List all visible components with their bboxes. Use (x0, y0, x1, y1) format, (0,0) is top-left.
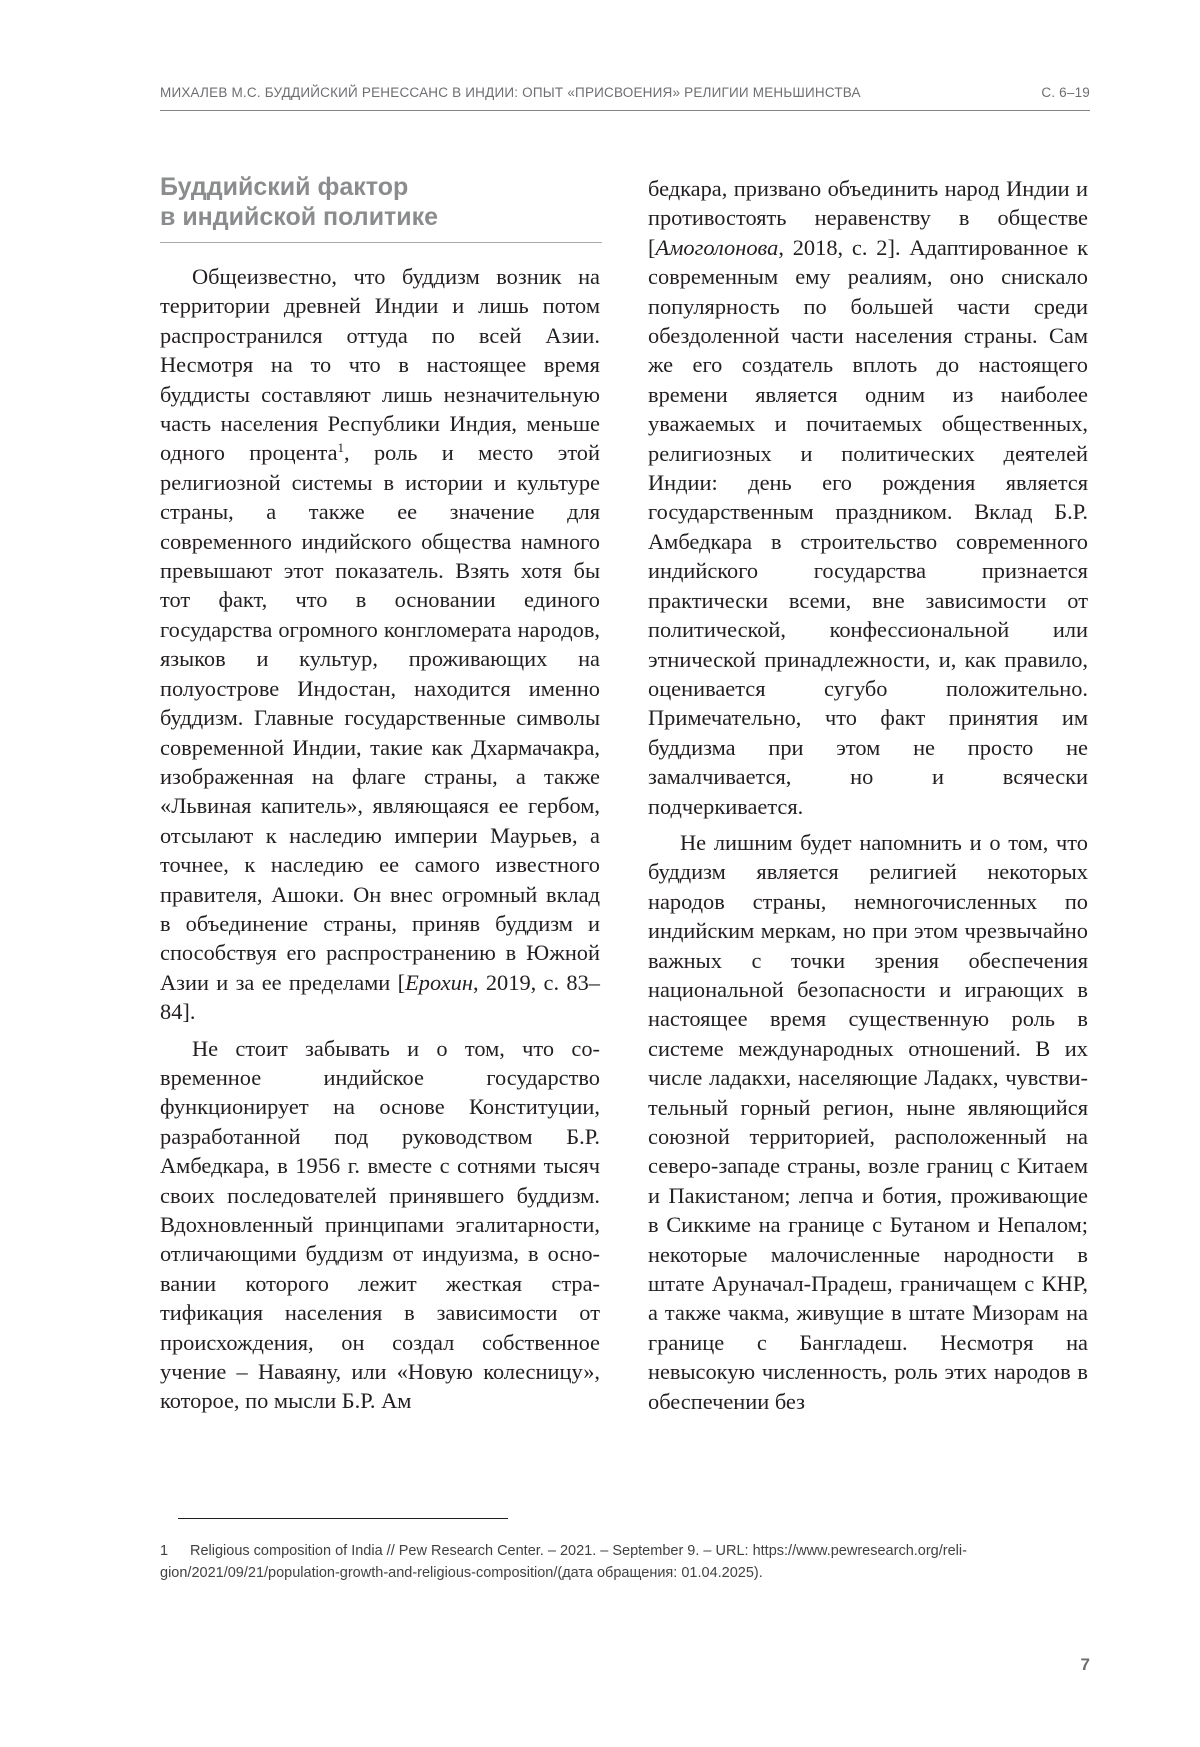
right-column (648, 174, 1088, 1416)
running-head (160, 85, 1090, 105)
running-head-title: МИХАЛЕВ М.С. БУДДИЙСКИЙ РЕНЕССАНС В ИНДИИ: ОПЫТ «ПРИСВОЕНИЯ» РЕЛИГИИ МЕНЬШИНСТВА (160, 85, 861, 100)
text-run: бедкара, призвано объединить народ Индии и противостоять неравенству в обществе [ (648, 176, 1088, 260)
page-number: 7 (1080, 1655, 1090, 1674)
section-heading-line-2: в индийской политике (160, 203, 439, 231)
left-column (160, 262, 600, 1416)
text-run: Общеизвестно, что буддизм возник на территории древней Индии и лишь потом распространился оттуда по всей Азии. Несмотря на то что в настоящее время буддисты составляют лишь незначительную часть населения Республики Индия, меньше одного процента (160, 264, 600, 466)
paragraph: Не лишним будет напомнить и о том, что буддизм является религией некоторых народов страны, немногочисленных по индийским меркам, но при этом чрезвычайно важных с точки зрения обеспечения национальной безопасности и играющих в настоящее время существенную роль в системе международных отношений. В их числе ладакхи, населяющие Ладакх, чувствительный горный регион, ныне являющийся союзной территорией, расположенный на северо-западе страны, возле границ с Китаем и Пакистаном; лепча и ботия, проживающие в Сиккиме на границе с Бутаном и Непалом; некоторые малочисленные народности в штате Аруначал-Прадеш, граничащем с КНР, а также чакма, живущие в штате Мизорам на границе с Бангладеш. Несмотря на невысокую численность, роль этих народов в обеспечении без (648, 829, 1088, 1414)
running-head-pages: С. 6–19 (1041, 85, 1090, 100)
footnote (160, 1540, 1090, 1584)
citation-author: Амоголонова (655, 234, 779, 260)
text-run: , 2019, с. 83–84]. (160, 969, 600, 1025)
paragraph: Не стоит забывать и о том, что современное индийское государство функционирует на основе Конституции, разработанной под руководством Б.Р. Амбедкара, в 1956 г. вместе с сотнями тысяч своих последователей принявшего буддизм. Вдохновленный принципами эгалитарности, отличающими буддизм от индуизма, в основании которого лежит жесткая стратификация населения в зависимости от происхождения, он создал собственное учение – Наваяну, или «Новую колесницу», которое, по мысли Б.Р. Ам (160, 1035, 600, 1414)
footnote-number: 1 (160, 1543, 169, 1559)
footnote-reference[interactable]: 1 (337, 440, 345, 456)
paragraph (648, 174, 1088, 821)
section-heading-line-1: Буддийский фактор (160, 173, 409, 201)
text-run: , роль и место этой религиозной системы в истории и культуре страны, а также ее значение для современного индийского общества намного превышают этот показатель. Взять хотя бы тот факт, что в основании единого государства огромного конгломерата народов, языков и культур, проживающих на полуострове Индостан, находится именно буддизм. Главные государственные символы современной Индии, такие как Дхармачакра, изображенная на флаге страны, а также «Львиная капитель», являющаяся ее гербом, отсылают к наследию империи Маурьев, а точнее, к наследию ее самого известного правителя, Ашоки. Он внес огромный вклад в объединение страны, приняв буддизм и способствуя его распространению в Южной Азии и за ее пределами [ (160, 440, 600, 995)
paragraph (160, 262, 600, 1027)
citation-author: Ерохин (405, 969, 473, 995)
footnote-divider (178, 1518, 508, 1519)
section-heading (160, 172, 602, 243)
header-divider (160, 110, 1090, 111)
text-run: , 2018, с. 2]. Адаптированное к современным ему реалиям, оно снискало популярность по большей части среди обездоленной части населения страны. Сам же его создатель вплоть до настоящего времени является одним из наиболее уважаемых и почитаемых общественных, религиозных и политических деятелей Индии: день его рождения является государственным праздником. Вклад Б.Р. Амбедкара в строительство современного индийского государства признается практически всеми, вне зависимости от политической, конфессиональной или этнической принадлежности, и, как правило, оценивается сугубо положительно. Примечательно, что факт принятия им буддизма при этом не просто не замалчивается, но и всячески подчеркивается. (648, 234, 1088, 819)
footnote-text: Religious composition of India // Pew Research Center. – 2021. – September 9. – URL: https://www.pewresearch.org/religion/2021/09/21/population-growth-and-religious-composition/(дата обращения: 01.04.2025). (160, 1543, 967, 1581)
